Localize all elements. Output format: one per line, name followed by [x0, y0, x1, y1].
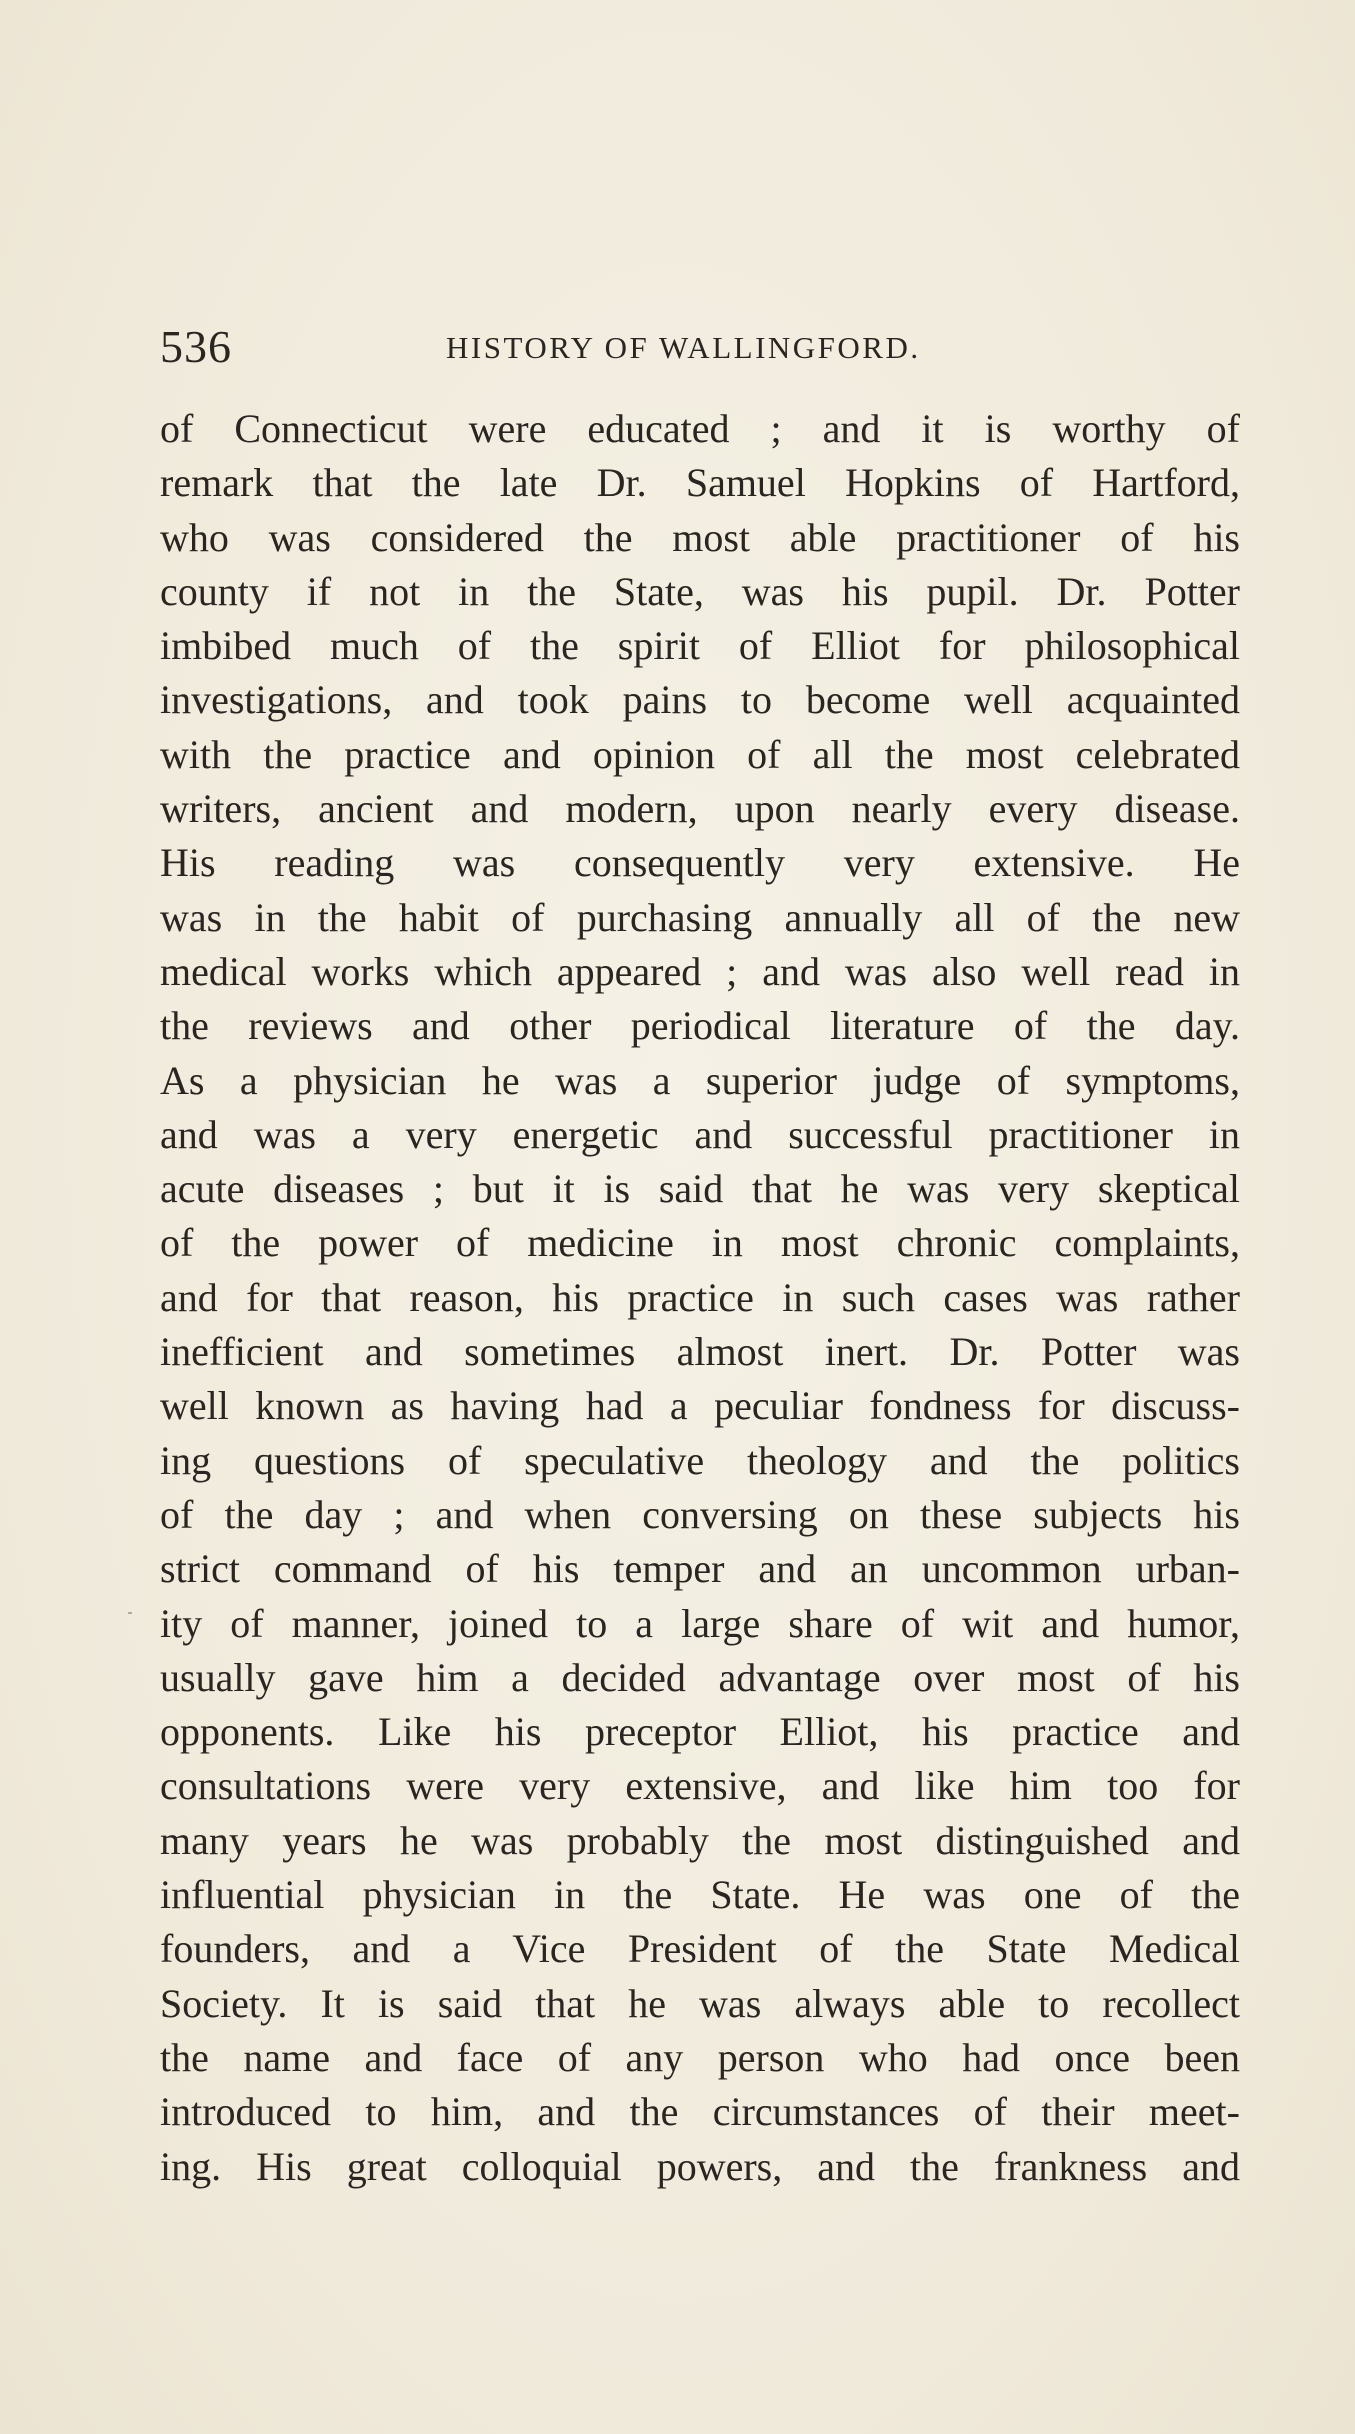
page-number: 536 — [160, 321, 232, 372]
body-text — [160, 402, 1240, 2194]
text-line: was in the habit of purchasing annually all of the new — [160, 894, 1240, 940]
text-line: ity of manner, joined to a large share of wit and humor, — [160, 1600, 1240, 1646]
text-line: acute diseases ; but it is said that he was very skeptical — [160, 1166, 1240, 1212]
text-line: ing questions of speculative theology and the politics — [160, 1437, 1240, 1483]
text-line: His reading was consequently very extensive. He — [160, 840, 1240, 886]
text-line: who was considered the most able practitioner of his — [160, 514, 1240, 560]
text-line: inefficient and sometimes almost inert. Dr. Potter was — [160, 1329, 1240, 1375]
text-line: writers, ancient and modern, upon nearly every disease. — [160, 786, 1240, 832]
text-line: usually gave him a decided advantage over most of his — [160, 1654, 1240, 1700]
text-line: investigations, and took pains to become well acquainted — [160, 677, 1240, 723]
page-header — [160, 322, 1240, 372]
text-line: As a physician he was a superior judge of symptoms, — [160, 1057, 1240, 1103]
text-line: and was a very energetic and successful practitioner in — [160, 1111, 1240, 1157]
text-line: influential physician in the State. He was one of the — [160, 1872, 1240, 1918]
text-line: strict command of his temper and an uncommon urban- — [160, 1546, 1240, 1592]
text-line: the reviews and other periodical literature of the day. — [160, 1003, 1240, 1049]
text-line: remark that the late Dr. Samuel Hopkins of Hartford, — [160, 460, 1240, 506]
text-line: and for that reason, his practice in such cases was rather — [160, 1274, 1240, 1320]
text-line: with the practice and opinion of all the most celebrated — [160, 731, 1240, 777]
text-line: Society. It is said that he was always able to recollect — [160, 1980, 1240, 2026]
text-line: imbibed much of the spirit of Elliot for philosophical — [160, 623, 1240, 669]
text-line: the name and face of any person who had once been — [160, 2034, 1240, 2080]
text-line: introduced to him, and the circumstances of their meet- — [160, 2089, 1240, 2135]
text-line: founders, and a Vice President of the State Medical — [160, 1926, 1240, 1972]
text-line: county if not in the State, was his pupil. Dr. Potter — [160, 568, 1240, 614]
text-line: ing. His great colloquial powers, and the frankness and — [160, 2143, 1240, 2189]
text-line: well known as having had a peculiar fondness for discuss- — [160, 1383, 1240, 1429]
text-line: of Connecticut were educated ; and it is worthy of — [160, 406, 1240, 451]
text-line: of the day ; and when conversing on these subjects his — [160, 1491, 1240, 1537]
running-head: HISTORY OF WALLINGFORD. — [446, 330, 921, 365]
text-line: medical works which appeared ; and was also well read in — [160, 948, 1240, 994]
text-line: opponents. Like his preceptor Elliot, his practice and — [160, 1709, 1240, 1755]
text-line: many years he was probably the most distinguished and — [160, 1817, 1240, 1863]
paper-speck — [128, 1612, 132, 1614]
text-line: of the power of medicine in most chronic complaints, — [160, 1220, 1240, 1266]
text-line: consultations were very extensive, and like him too for — [160, 1763, 1240, 1809]
